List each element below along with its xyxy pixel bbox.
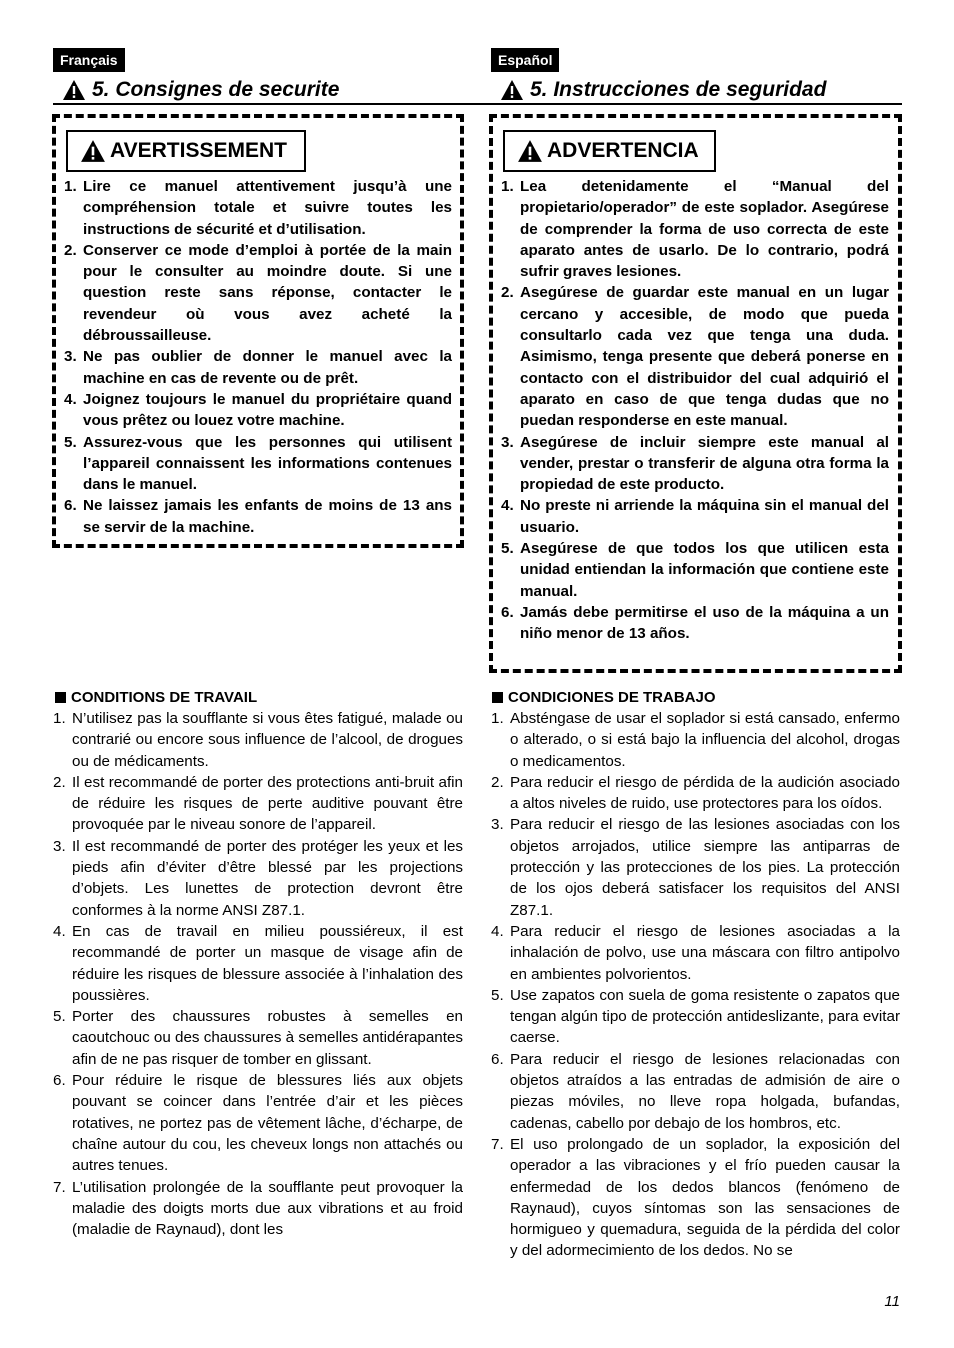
list-item-number: 4.: [53, 922, 66, 940]
warning-label-text: ADVERTENCIA: [547, 139, 699, 162]
list-item-text: Use zapatos con suela de goma resistente o zapatos que tengan algún tipo de protección antideslizante, para evitar caerse.: [510, 986, 900, 1047]
conditions-list-french: [53, 708, 463, 1240]
language-tag-spanish: Español: [491, 48, 559, 72]
list-item-number: 3.: [491, 816, 504, 834]
list-item: [64, 240, 452, 346]
list-item-text: Absténgase de usar el soplador si está cansado, enfermo o alterado, o si está bajo la influencia del alcohol, drogas o medicamentos.: [510, 710, 900, 770]
list-item: [491, 772, 900, 815]
list-item: [53, 1006, 463, 1070]
list-item-text: Porter des chaussures robustes à semelles en caoutchouc ou des chaussures à semelles antidérapantes afin de ne pas risquer de tomber en glissant.: [72, 1008, 463, 1068]
list-item: [64, 176, 452, 240]
list-item: [491, 921, 900, 985]
list-item-number: 6.: [64, 497, 77, 515]
list-item-text: Ne laissez jamais les enfants de moins de 13 ans se servir de la machine.: [83, 497, 452, 536]
warning-triangle-icon: [517, 139, 543, 163]
list-item: [491, 814, 900, 920]
warning-list-spanish: [501, 176, 889, 645]
conditions-heading-spanish: [492, 687, 716, 707]
list-item-number: 5.: [501, 540, 514, 558]
list-item-number: 5.: [491, 986, 504, 1004]
list-item-number: 6.: [53, 1072, 66, 1090]
list-item-number: 4.: [501, 497, 514, 515]
list-item-number: 3.: [501, 433, 514, 451]
list-item-number: 1.: [501, 178, 514, 195]
list-item-text: Para reducir el riesgo de lesiones relacionadas con objetos atraídos a las entradas de admisión de aire o piezas móviles, no lleve ropa holgada, bufandas, cadenas, cabello por debajo de los hombros, etc.: [510, 1050, 900, 1132]
list-item-number: 7.: [53, 1178, 66, 1196]
list-item: [53, 1177, 463, 1241]
list-item-text: Para reducir el riesgo de lesiones asociadas a la inhalación de polvo, use una máscara con filtro antipolvo en ambientes polvorientos.: [510, 922, 900, 983]
list-item-text: Jamás debe permitirse el uso de la máquina a un niño menor de 13 años.: [520, 603, 889, 643]
list-item-text: En cas de travail en milieu poussiéreux, il est recommandé de porter un masque de visage afin de réduire les risques de blessure associée à l’inhalation des poussières.: [72, 922, 463, 1004]
list-item: [501, 602, 889, 645]
title-divider: [53, 103, 902, 105]
conditions-heading-french: [55, 687, 257, 707]
list-item-text: Pour réduire le risque de blessures liés aux objets pouvant se coincer dans l’entrée d’air et les pièces rotatives, ne portez pas de vêtement lâche, d’écharpe, de chaîne autour du cou, les cheveux longs non attachés ou autres tenues.: [72, 1072, 463, 1175]
warning-label-spanish: [503, 130, 716, 172]
list-item-number: 3.: [53, 837, 66, 855]
list-item-number: 5.: [64, 433, 77, 451]
section-title-text: 5. Consignes de securite: [92, 78, 340, 101]
list-item: [64, 495, 452, 538]
list-item: [491, 1134, 900, 1262]
warning-triangle-icon: [80, 139, 106, 163]
list-item: [64, 389, 452, 432]
list-item-text: Il est recommandé de porter des protéger les yeux et les pieds afin d’éviter d’être blessé par les projections d’objets. Les lunettes de protection devront être conformes à la norme ANSI Z87.1.: [72, 837, 463, 919]
conditions-list-spanish: [491, 708, 900, 1262]
list-item-number: 4.: [64, 390, 77, 408]
list-item-number: 2.: [491, 773, 504, 791]
list-item-text: Asegúrese de guardar este manual en un lugar cercano y accesible, de modo que pueda consultarlo cada vez que tenga una duda. Asimismo, tenga presente que deberá ponerse en contacto con el distribuidor del cual adquirió el aparato en caso de que tenga dudas que no puedan responderse en este manual.: [520, 284, 889, 430]
section-title-spanish: [500, 75, 826, 105]
list-item-number: 1.: [64, 178, 77, 195]
list-item: [491, 708, 900, 772]
list-item-text: No preste ni arriende la máquina sin el manual del usuario.: [520, 497, 889, 536]
list-item-text: Conserver ce mode d’emploi à portée de la main pour le consulter au moindre doute. Si une question reste sans réponse, contacter le revendeur où vous avez acheté la débroussailleuse.: [83, 241, 452, 345]
warning-triangle-icon: [62, 79, 86, 101]
list-item: [64, 346, 452, 389]
square-bullet-icon: [55, 692, 66, 703]
list-item-number: 3.: [64, 348, 77, 366]
list-item-number: 5.: [53, 1008, 66, 1026]
warning-label-text: AVERTISSEMENT: [110, 139, 287, 162]
list-item: [501, 432, 889, 496]
square-bullet-icon: [492, 692, 503, 703]
list-item-text: Para reducir el riesgo de pérdida de la audición asociado a altos niveles de ruido, use protectores para los oídos.: [510, 773, 900, 813]
section-title-french: [62, 75, 339, 105]
list-item-text: Lea detenidamente el “Manual del propietario/operador” de este soplador. Asegúrese de comprender la forma de uso correcta de este aparato antes de usarlo. De lo contrario, podrá sufrir graves lesiones.: [520, 178, 889, 281]
list-item: [53, 772, 463, 836]
list-item: [53, 921, 463, 1006]
warning-triangle-icon: [500, 79, 524, 101]
list-item: [53, 708, 463, 772]
list-item-number: 2.: [501, 284, 514, 302]
list-item: [501, 495, 889, 538]
list-item-number: 2.: [64, 241, 77, 259]
warning-list-french: [64, 176, 452, 538]
list-item-text: Ne pas oublier de donner le manuel avec la machine en cas de revente ou de prêt.: [83, 348, 452, 387]
list-item-text: L’utilisation prolongée de la soufflante peut provoquer la maladie des doigts morts due aux vibrations et au froid (maladie de Raynaud), dont les: [72, 1178, 463, 1239]
list-item-number: 7.: [491, 1135, 504, 1153]
list-item-number: 1.: [53, 710, 66, 727]
list-item: [501, 282, 889, 431]
language-tag-french: Français: [53, 48, 125, 72]
list-item: [501, 176, 889, 282]
list-item: [53, 1070, 463, 1176]
page-number: 11: [884, 1293, 900, 1310]
list-item: [491, 1049, 900, 1134]
list-item-text: Assurez-vous que les personnes qui utilisent l’appareil connaissent les informations contenues dans le manuel.: [83, 433, 452, 494]
list-item-text: Il est recommandé de porter des protections anti-bruit afin de réduire les risques de perte auditive pouvant être provoquée par le niveau sonore de l’appareil.: [72, 773, 463, 834]
list-item-number: 4.: [491, 922, 504, 940]
conditions-heading-text: CONDITIONS DE TRAVAIL: [71, 688, 258, 706]
list-item-number: 2.: [53, 773, 66, 791]
list-item-number: 1.: [491, 710, 504, 727]
list-item-text: Para reducir el riesgo de las lesiones asociadas con los objetos arrojados, utilice siempre las antiparras de protección y las protecciones de los pies. La protección de los ojos deberá satisfacer los requisitos del ANSI Z87.1.: [510, 816, 900, 919]
list-item: [64, 432, 452, 496]
list-item-text: Joignez toujours le manuel du propriétaire quand vous prêtez ou louez votre machine.: [83, 390, 452, 430]
section-title-text: 5. Instrucciones de seguridad: [530, 78, 827, 101]
list-item-text: N’utilisez pas la soufflante si vous êtes fatigué, malade ou contrarié ou encore sous influence de l’alcool, de drogues ou de médicaments.: [72, 710, 463, 770]
list-item: [491, 985, 900, 1049]
list-item-number: 6.: [491, 1050, 504, 1068]
list-item-text: El uso prolongado de un soplador, la exposición del operador a las vibraciones y el frío pueden causar la enfermedad de los dedos blancos (fenómeno de Raynaud), cuyos síntomas son las sensaciones de hormigueo y quemadura, seguida de la pérdida del color y del adormecimiento de los dedos. No se: [510, 1135, 900, 1260]
list-item-text: Lire ce manuel attentivement jusqu’à une compréhension totale et suivre toutes les instructions de sécurité et d’utilisation.: [83, 178, 452, 238]
warning-label-french: [66, 130, 306, 172]
list-item: [501, 538, 889, 602]
list-item-text: Asegúrese de que todos los que utilicen esta unidad entiendan la información que contiene este manual.: [520, 540, 889, 600]
list-item-number: 6.: [501, 603, 514, 621]
conditions-heading-text: CONDICIONES DE TRABAJO: [508, 688, 716, 706]
list-item: [53, 836, 463, 921]
list-item-text: Asegúrese de incluir siempre este manual al vender, prestar o transferir de alguna otra forma la propiedad de este producto.: [520, 433, 889, 494]
